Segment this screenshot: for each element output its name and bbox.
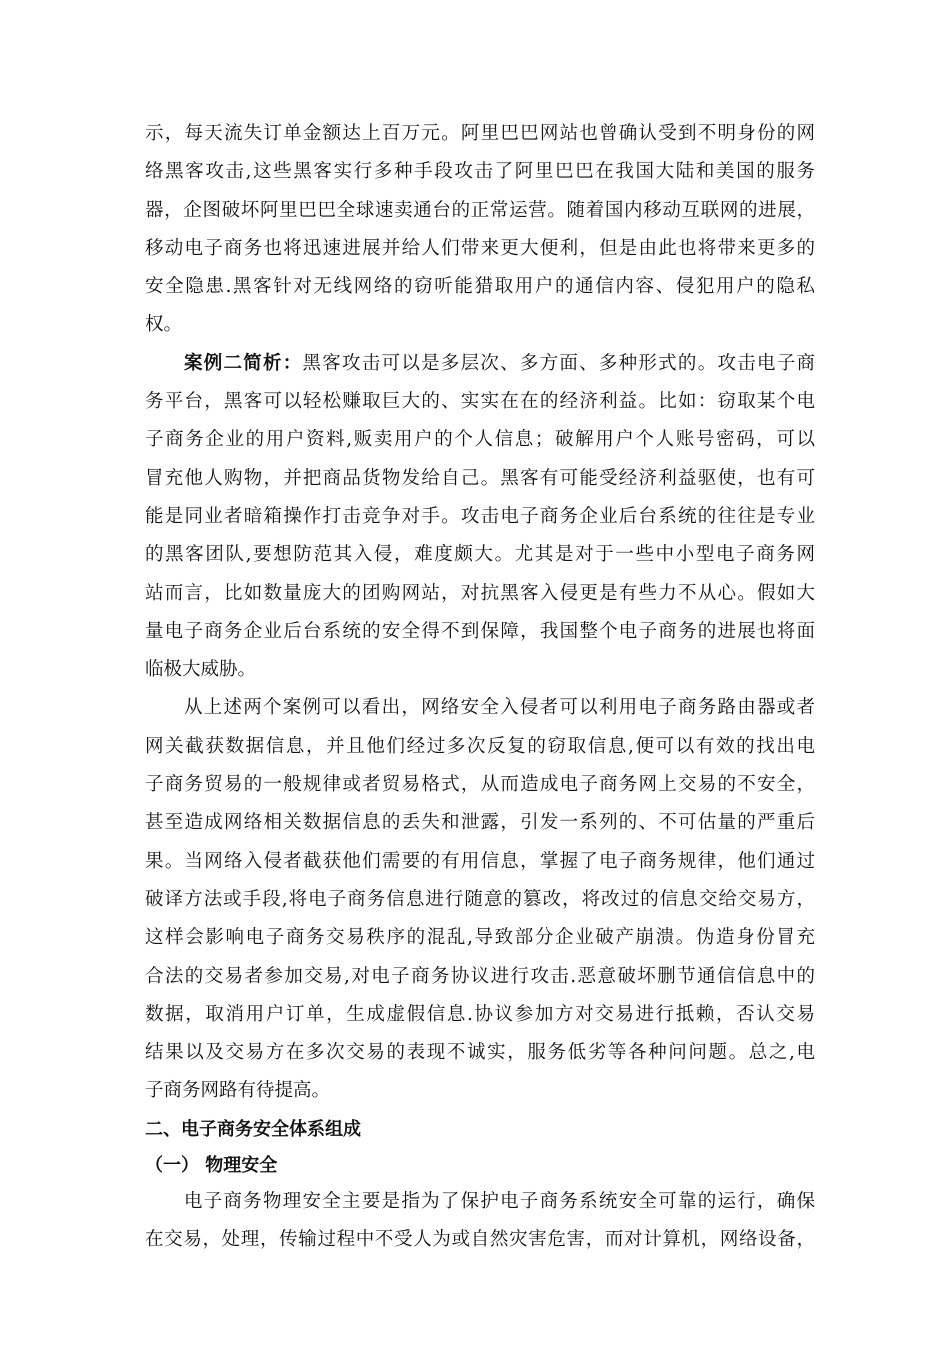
- text-line: 网关截获数据信息，并且他们经过多次反复的窃取信息,便可以有效的找出电: [145, 735, 815, 757]
- text-line: 这样会影响电子商务交易秩序的混乱,导致部分企业破产崩溃。伪造身份冒充: [145, 927, 815, 949]
- text-line: [145, 345, 815, 383]
- text-line: 甚至造成网络相关数据信息的丢失和泄露，引发一系列的、不可估量的严重后: [145, 812, 815, 834]
- subsection-heading: （一） 物理安全: [145, 1155, 278, 1177]
- paragraph-case-two-analysis: [145, 345, 815, 690]
- text-line: 的黑客团队,要想防范其入侵，难度颇大。尤其是对于一些中小型电子商务网: [145, 544, 815, 566]
- text-line: 示，每天流失订单金额达上百万元。阿里巴巴网站也曾确认受到不明身份的网: [145, 123, 815, 144]
- paragraph-case-one-continued: [145, 115, 815, 345]
- text-line: 从上述两个案例可以看出，网络安全入侵者可以利用电子商务路由器或者: [184, 697, 815, 719]
- paragraph-summary: [145, 689, 815, 1110]
- text-line: 临极大威胁。: [145, 659, 257, 681]
- text-line: 量电子商务企业后台系统的安全得不到保障，我国整个电子商务的进展也将面: [145, 620, 815, 642]
- text-line: 合法的交易者参加交易,对电子商务协议进行攻击.恶意破坏删节通信信息中的: [145, 965, 815, 987]
- text-line: 破译方法或手段,将电子商务信息进行随意的篡改，将改过的信息交给交易方，: [145, 888, 815, 910]
- paragraph-physical-security: [145, 1183, 815, 1260]
- case-two-lead: 案例二简析：: [184, 352, 303, 374]
- text-line: 结果以及交易方在多次交易的表现不诚实，服务低劣等各种问问题。总之,电: [145, 1042, 815, 1064]
- section-heading: 二、电子商务安全体系组成: [145, 1118, 361, 1140]
- text-line: 子商务企业的用户资料,贩卖用户的个人信息；破解用户个人账号密码，可以: [145, 429, 815, 451]
- text-line: 果。当网络入侵者截获他们需要的有用信息，掌握了电子商务规律，他们通过: [145, 850, 815, 872]
- text-line: 能是同业者暗箱操作打击竞争对手。攻击电子商务企业后台系统的往往是专业: [145, 505, 815, 527]
- text-line: 权。: [145, 314, 183, 336]
- text-line: 络黑客攻击,这些黑客实行多种手段攻击了阿里巴巴在我国大陆和美国的服务: [145, 161, 815, 183]
- text-line: 站而言，比如数量庞大的团购网站，对抗黑客入侵更是有些力不从心。假如大: [145, 582, 815, 604]
- text-line: 器，企图破坏阿里巴巴全球速卖通台的正常运营。随着国内移动互联网的进展，: [145, 199, 815, 221]
- text-line: 移动电子商务也将迅速进展并给人们带来更大便利，但是由此也将带来更多的: [145, 237, 815, 259]
- text-line: 冒充他人购物，并把商品货物发给自己。黑客有可能受经济利益驱使，也有可: [145, 467, 815, 489]
- text-line: 电子商务物理安全主要是指为了保护电子商务系统安全可靠的运行，确保: [184, 1191, 815, 1213]
- text-line: 安全隐患.黑客针对无线网络的窃听能猎取用户的通信内容、侵犯用户的隐私: [145, 276, 815, 298]
- text-line: 数据，取消用户订单，生成虚假信息.协议参加方对交易进行抵赖，否认交易: [145, 1003, 815, 1025]
- text-line: 子商务网路有待提高。: [145, 1080, 331, 1102]
- text-line: 务平台，黑客可以轻松赚取巨大的、实实在在的经济利益。比如：窃取某个电: [145, 391, 815, 413]
- text-line: 在交易，处理，传输过程中不受人为或自然灾害危害，而对计算机，网络设备，: [145, 1229, 815, 1251]
- document-body: [145, 115, 815, 1260]
- text-line: 子商务贸易的一般规律或者贸易格式，从而造成电子商务网上交易的不安全，: [145, 774, 815, 796]
- case-two-first-line: 黑客攻击可以是多层次、多方面、多种形式的。攻击电子商: [302, 352, 815, 374]
